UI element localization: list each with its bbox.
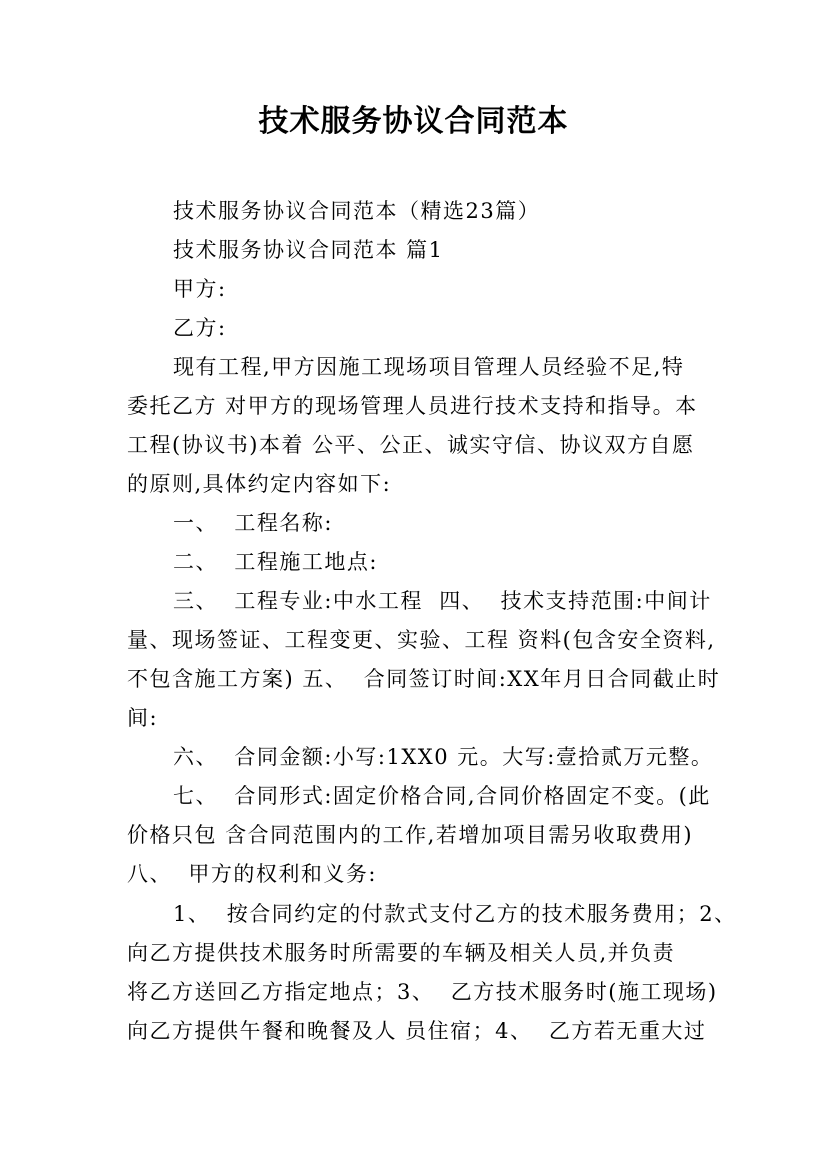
doc-line: 技术服务协议合同范本（精选23篇） — [173, 199, 541, 223]
doc-line: 将乙方送回乙方指定地点；3、 乙方技术服务时(施工现场) — [127, 980, 718, 1004]
doc-line: 二、 工程施工地点: — [173, 550, 378, 574]
doc-line: 量、现场签证、工程变更、实验、工程 资料(包含安全资料, — [127, 628, 716, 652]
doc-line: 乙方: — [173, 316, 227, 340]
doc-line: 间: — [127, 706, 159, 730]
doc-line: 的原则,具体约定内容如下: — [127, 472, 392, 496]
doc-line: 1、 按合同约定的付款式支付乙方的技术服务费用；2、 — [173, 902, 737, 926]
document-title: 技术服务协议合同范本 — [258, 104, 569, 139]
doc-line: 技术服务协议合同范本 篇1 — [173, 238, 444, 262]
doc-line: 现有工程,甲方因施工现场项目管理人员经验不足,特 — [173, 355, 685, 379]
doc-line: 委托乙方 对甲方的现场管理人员进行技术支持和指导。本 — [127, 394, 698, 418]
doc-line: 一、 工程名称: — [173, 511, 333, 535]
doc-line: 六、 合同金额:小写:1XX0 元。大写:壹拾贰万元整。 — [173, 745, 714, 769]
doc-line: 价格只包 含合同范围内的工作,若增加项目需另收取费用) — [127, 823, 694, 847]
doc-line: 八、 甲方的权利和义务: — [127, 862, 377, 886]
doc-line: 三、 工程专业:中水工程 四、 技术支持范围:中间计 — [173, 589, 712, 613]
doc-line: 甲方: — [173, 277, 227, 301]
doc-line: 向乙方提供技术服务时所需要的车辆及相关人员,并负责 — [127, 941, 676, 965]
doc-line: 七、 合同形式:固定价格合同,合同价格固定不变。(此 — [173, 784, 711, 808]
doc-line: 不包含施工方案) 五、 合同签订时间:XX年月日合同截止时 — [127, 667, 721, 691]
doc-line: 向乙方提供午餐和晚餐及人 员住宿；4、 乙方若无重大过 — [127, 1019, 707, 1043]
doc-line: 工程(协议书)本着 公平、公正、诚实守信、协议双方自愿 — [127, 433, 695, 457]
